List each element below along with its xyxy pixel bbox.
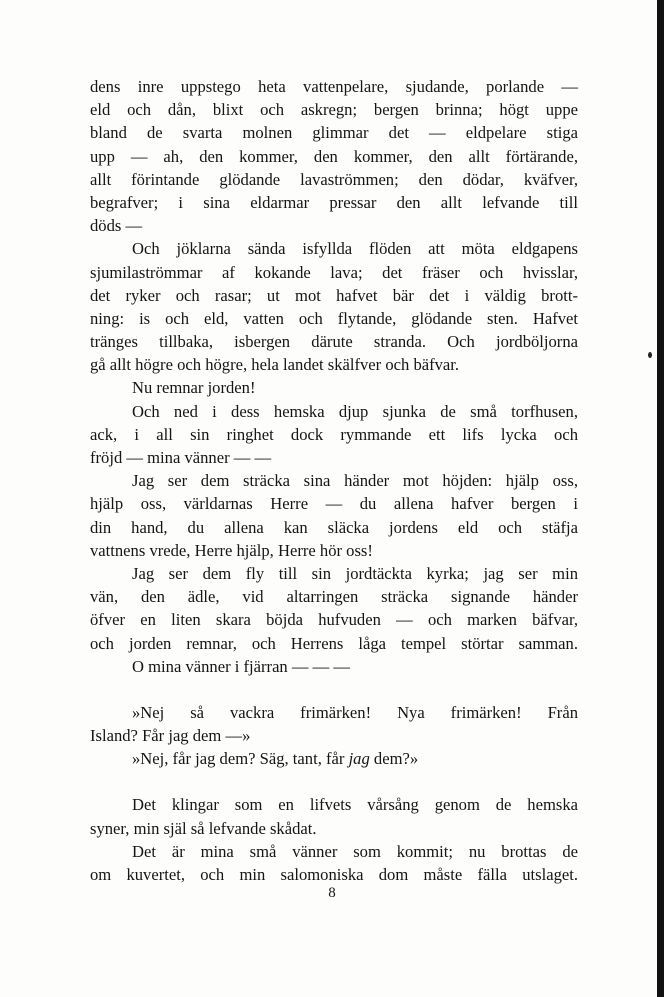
text-line: O mina vänner i fjärran — — — [132, 656, 350, 676]
text-line: döds — [90, 216, 143, 236]
text-line: upp — ah, den kommer, den kommer, den allt förtärande, [90, 146, 578, 166]
paragraph-gap [90, 678, 578, 701]
text-segment: »Nej, får jag dem? Säg, tant, får [132, 749, 349, 769]
text-line: Och jöklarna sända isfyllda flöden att möta eldgapens [132, 239, 578, 259]
text-line: Det är mina små vänner som kommit; nu brottas de [132, 841, 578, 861]
text-line: tränges tillbaka, isbergen därute stranda. Och jordböljorna [90, 332, 578, 352]
text-line: Nu remnar jorden! [132, 378, 256, 398]
scan-speck [648, 352, 652, 358]
text-line [90, 747, 578, 770]
text-line: sjumilaströmmar af kokande lava; det fräser och hvisslar, [90, 262, 578, 282]
text-line: och jorden remnar, och Herrens låga tempel störtar samman. [90, 633, 578, 653]
text-line: Och ned i dess hemska djup sjunka de små torfhusen, [132, 401, 578, 421]
scan-edge-border [657, 0, 664, 997]
page-number: 8 [328, 885, 336, 901]
text-line: Jag ser dem sträcka sina händer mot höjden: hjälp oss, [132, 471, 578, 491]
text-line: ack, i all sin ringhet dock rymmande ett lifs lycka och [90, 424, 578, 444]
text-line: om kuvertet, och min salomoniska dom måste fälla utslaget. [90, 865, 578, 884]
text-line: »Nej så vackra frimärken! Nya frimärken! Från [132, 702, 578, 722]
text-line: allt förintande glödande lavaströmmen; den dödar, kväfver, [90, 169, 578, 189]
text-line: bland de svarta molnen glimmar det — eldpelare stiga [90, 123, 578, 143]
emphasized-word: jag [348, 749, 370, 769]
paragraph-gap [90, 770, 578, 793]
text-segment: dem?» [369, 749, 419, 769]
text-line: vän, den ädle, vid altarringen sträcka signande händer [90, 587, 578, 607]
text-line: eld och dån, blixt och askregn; bergen brinna; högt uppe [90, 100, 578, 120]
text-line: syner, min själ så lefvande skådat. [90, 818, 317, 838]
text-line: Island? Får jag dem —» [90, 726, 251, 746]
text-line: begrafver; i sina eldarmar pressar den allt lefvande till [90, 192, 578, 212]
text-line: ning: is och eld, vatten och flytande, glödande sten. Hafvet [90, 308, 578, 328]
text-line: hjälp oss, världarnas Herre — du allena hafver bergen i [90, 494, 578, 514]
text-line: gå allt högre och högre, hela landet skälfver och bäfvar. [90, 355, 460, 375]
text-line: vattnens vrede, Herre hjälp, Herre hör oss! [90, 540, 373, 560]
text-line: det ryker och rasar; ut mot hafvet bär det i väldig brott- [90, 285, 578, 305]
text-line: öfver en liten skara böjda hufvuden — och marken bäfvar, [90, 610, 578, 630]
text-line: dens inre uppstego heta vattenpelare, sjudande, porlande — [90, 77, 578, 96]
book-page-text [90, 75, 578, 886]
text-line: Jag ser dem fly till sin jordtäckta kyrka; jag ser min [132, 563, 578, 583]
text-line: fröjd — mina vänner — — [90, 448, 272, 467]
text-line: Det klingar som en lifvets vårsång genom de hemska [132, 795, 578, 815]
text-line: din hand, du allena kan släcka jordens eld och stäfja [90, 517, 578, 537]
